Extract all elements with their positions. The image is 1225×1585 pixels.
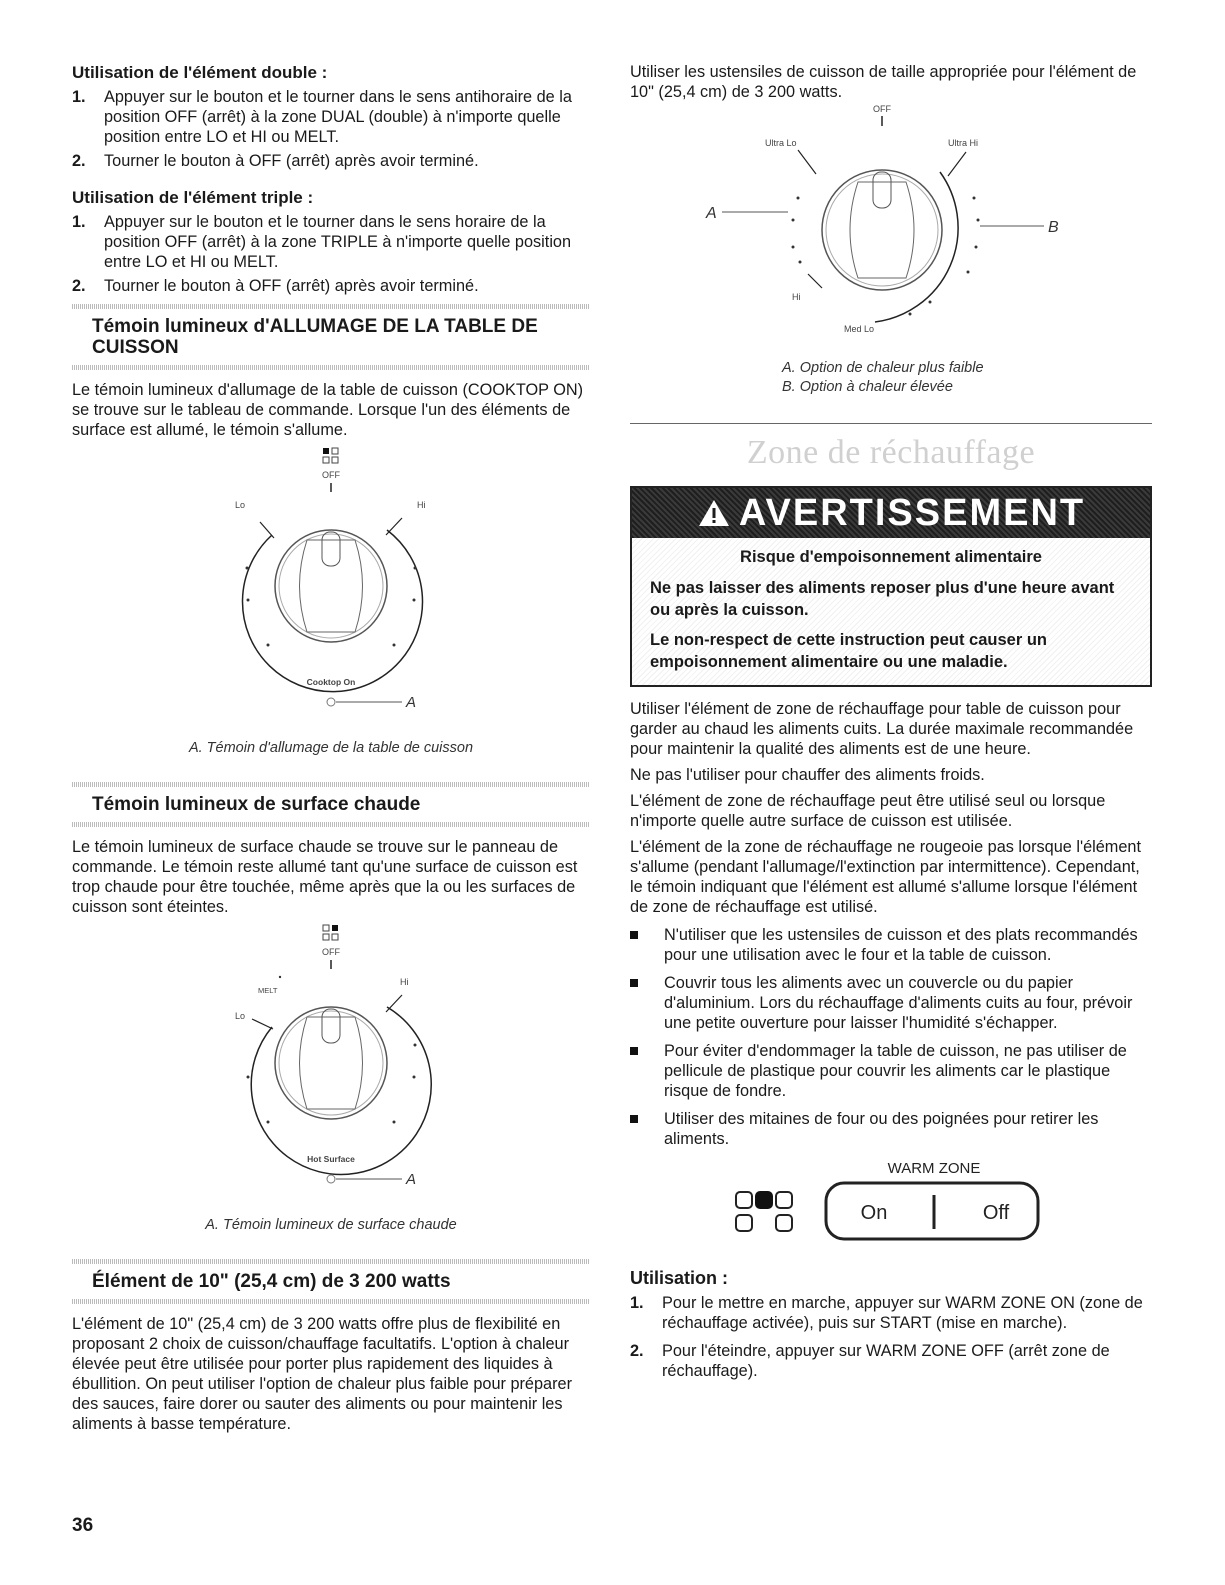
off-label: OFF <box>322 470 340 480</box>
list-item: Utiliser des mitaines de four ou des poignées pour retirer les aliments. <box>630 1109 1152 1149</box>
warning-bar <box>632 488 1150 538</box>
med-lo-label: Med Lo <box>844 324 875 334</box>
caption-b: B. Option à chaleur élevée <box>782 379 953 395</box>
section-title: Témoin lumineux d'ALLUMAGE DE LA TABLE DE CUISSON <box>92 316 538 358</box>
element10-intro: Utiliser les ustensiles de cuisson de taille appropriée pour l'élément de 10" (25,4 cm) de 3 200 watts. <box>630 63 1137 101</box>
warm-zone-paragraph: L'élément de zone de réchauffage peut être utilisé seul ou lorsque n'importe quelle autre surface de cuisson est utilisée. <box>630 792 1106 830</box>
knob-icon <box>243 518 423 692</box>
cooktop-on-knob-figure <box>72 440 590 730</box>
element-indicator-icon <box>736 1192 792 1231</box>
warning-line: Ne pas laisser des aliments reposer plus d'une heure avant ou après la cuisson. <box>650 579 1115 619</box>
knob-icon <box>792 150 980 322</box>
caption-a: A. Option de chaleur plus faible <box>782 360 984 376</box>
cooktop-on-caption: A. Témoin d'allumage de la table de cuisson <box>188 740 474 756</box>
knob-icon <box>247 976 432 1175</box>
cooktop-on-label: Cooktop On <box>306 677 356 687</box>
section-title: Témoin lumineux de surface chaude <box>92 794 421 815</box>
hot-surface-caption: A. Témoin lumineux de surface chaude <box>205 1217 457 1233</box>
triple-heading: Utilisation de l'élément triple : <box>72 188 314 207</box>
label-a: A <box>706 205 717 222</box>
warning-line: Le non-respect de cette instruction peut causer un empoisonnement alimentaire ou une maladie. <box>650 631 1047 671</box>
cooktop-on-text: Le témoin lumineux d'allumage de la table de cuisson (COOKTOP ON) se trouve sur le tableau de commande. Lorsque l'un des éléments de surface est allumé, le témoin s'allume. <box>72 381 584 439</box>
label-a: A <box>406 694 417 711</box>
list-item: 1. Pour le mettre en marche, appuyer sur WARM ZONE ON (zone de réchauffage activée), puis sur START (mise en marche). <box>630 1294 1143 1332</box>
page-number: 36 <box>72 1515 94 1536</box>
warm-zone-control-figure <box>630 1157 1152 1257</box>
warning-triangle-icon <box>697 498 731 528</box>
warning-box <box>630 486 1152 687</box>
element10-knob-figure <box>630 102 1152 352</box>
dual-heading: Utilisation de l'élément double : <box>72 63 328 82</box>
hot-surface-label: Hot Surface <box>307 1154 355 1164</box>
hot-surface-knob-figure <box>72 917 590 1207</box>
warm-zone-bullets <box>630 925 1152 1149</box>
warm-zone-paragraph: Utiliser l'élément de zone de réchauffage pour table de cuisson pour garder au chaud les aliments cuits. La durée maximale recommandée pour maintenir la qualité des aliments est de une heure. <box>630 700 1134 758</box>
warm-zone-title: WARM ZONE <box>887 1160 981 1177</box>
label-a: A <box>406 1171 417 1188</box>
hi-label: Hi <box>792 292 801 302</box>
list-item: 1. Appuyer sur le bouton et le tourner dans le sens antihoraire de la position OFF (arrêt) à la zone DUAL (double) à n'importe quelle position entre LO et HI ou MELT. <box>72 88 572 146</box>
indicator-lights-icon <box>323 448 338 463</box>
right-column <box>630 62 1152 1385</box>
list-item: 2. Pour l'éteindre, appuyer sur WARM ZONE OFF (arrêt zone de réchauffage). <box>630 1342 1110 1380</box>
list-item: Couvrir tous les aliments avec un couvercle ou du papier d'aluminium. Lors du réchauffage d'aliments cuits au four, prévoir une petite ouverture pour laisser l'humidité s'échapper. <box>630 973 1152 1033</box>
section-title: Élément de 10" (25,4 cm) de 3 200 watts <box>92 1271 451 1292</box>
ultra-lo-label: Ultra Lo <box>765 138 797 148</box>
element10-text: L'élément de 10" (25,4 cm) de 3 200 watts offre plus de flexibilité en proposant 2 choix de cuisson/chauffage facultatifs. L'option à chaleur élevée peut être utilisée pour porter plus rapidement des liquides à ébullition. On peut utiliser l'option de chaleur plus faible pour préparer des sauces, faire dorer ou sauter des aliments ou pour maintenir les aliments à basse température. <box>72 1315 572 1433</box>
list-item: N'utiliser que les ustensiles de cuisson et des plats recommandés pour une utilisation avec le four et la table de cuisson. <box>630 925 1152 965</box>
ultra-hi-label: Ultra Hi <box>948 138 979 148</box>
warning-title: Risque d'empoisonnement alimentaire <box>740 548 1042 566</box>
hi-label: Hi <box>417 500 426 510</box>
hot-surface-header <box>72 782 590 827</box>
lo-label: Lo <box>235 1011 246 1021</box>
warm-zone-paragraph: Ne pas l'utiliser pour chauffer des aliments froids. <box>630 766 985 784</box>
list-item: 2. Tourner le bouton à OFF (arrêt) après avoir terminé. <box>72 277 479 295</box>
lo-label: Lo <box>235 500 246 510</box>
usage-steps <box>630 1293 1152 1381</box>
list-item: Pour éviter d'endommager la table de cuisson, ne pas utiliser de pellicule de plastique pour couvrir les aliments car le plastique risque de fondre. <box>630 1041 1152 1101</box>
off-label: OFF <box>322 947 340 957</box>
hot-surface-text: Le témoin lumineux de surface chaude se trouve sur le panneau de commande. Le témoin reste allumé tant qu'une surface de cuisson est trop chaude pour être touchée, même après que la ou les surfaces de cuisson sont éteintes. <box>72 838 578 916</box>
left-column <box>72 62 590 1434</box>
zone-title: Zone de réchauffage <box>746 434 1036 471</box>
list-item: 2. Tourner le bouton à OFF (arrêt) après avoir terminé. <box>72 152 479 170</box>
warning-body <box>632 538 1150 685</box>
label-b: B <box>1048 219 1059 236</box>
hi-label: Hi <box>400 977 409 987</box>
melt-label: MELT <box>258 986 278 995</box>
element10-header <box>72 1259 590 1304</box>
dual-steps <box>72 87 590 171</box>
list-item: 1. Appuyer sur le bouton et le tourner dans le sens horaire de la position OFF (arrêt) à la zone TRIPLE à n'importe quelle position entre LO et HI ou MELT. <box>72 213 572 271</box>
divider <box>630 423 1152 424</box>
warm-zone-paragraph: L'élément de la zone de réchauffage ne rougeoie pas lorsque l'élément s'allume (pendant l'allumage/l'extinction par intermittence). Cependant, le témoin indiquant que l'élément est allumé s'allume lorsque l'élément de zone de réchauffage est utilisé. <box>630 838 1141 916</box>
usage-heading: Utilisation : <box>630 1268 728 1288</box>
cooktop-on-header <box>72 304 590 370</box>
off-label: OFF <box>873 104 891 114</box>
triple-steps <box>72 212 590 296</box>
warm-zone-off-button[interactable]: Off <box>982 1202 1010 1224</box>
warm-zone-on-button[interactable]: On <box>860 1202 888 1224</box>
indicator-lights-icon <box>323 925 338 940</box>
warning-label: AVERTISSEMENT <box>738 491 1086 534</box>
